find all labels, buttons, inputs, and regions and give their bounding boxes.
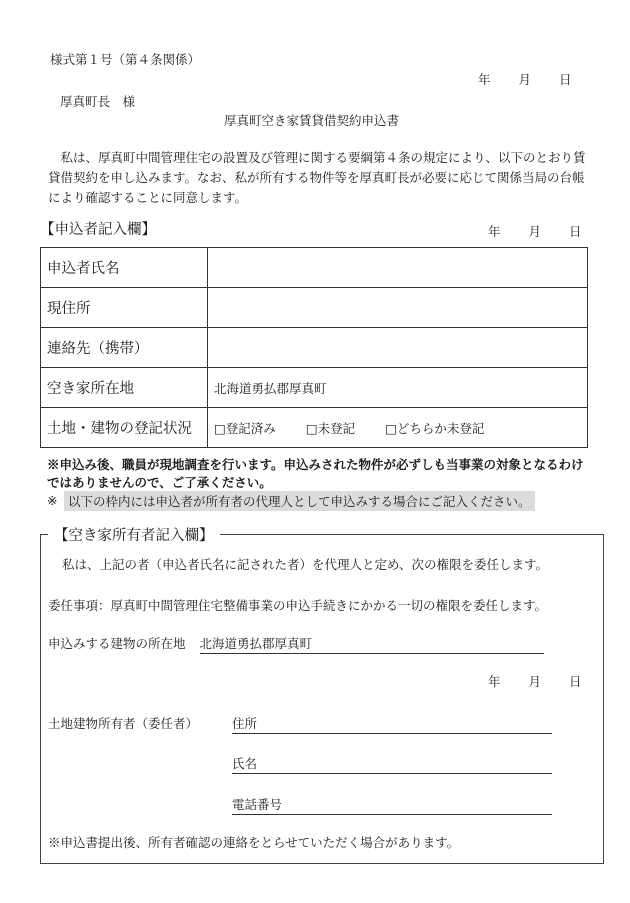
intro-paragraph: 私は、厚真町中間管理住宅の設置及び管理に関する要綱第４条の規定により、以下のとおり賃貸借契約を申し込みます。なお、私が所有する物件等を厚真町長が必要に応じて関係当局の台帳により確認することに同意します。	[48, 150, 586, 205]
note-mark: ※	[47, 493, 58, 508]
header-date	[478, 70, 572, 88]
applicant-name-field[interactable]	[208, 248, 588, 288]
delegation-statement: 私は、上記の者（申込者氏名に記された者）を代理人と定め、次の権限を委任します。	[62, 557, 549, 572]
table-row	[41, 288, 588, 328]
date-year: 年	[488, 674, 501, 689]
vacant-house-location-label: 空き家所在地	[41, 368, 208, 408]
owner-name-field[interactable]: 氏名	[232, 754, 552, 774]
building-location-label: 申込みする建物の所在地	[48, 636, 186, 651]
delegated-matters: 委任事項：厚真町中間管理住宅整備事業の申込手続きにかかる一切の権限を委任します。	[48, 598, 548, 613]
applicant-section-heading: 【申込者記入欄】	[40, 222, 156, 238]
date-day: 日	[569, 674, 582, 689]
owner-section-heading: 【空き家所有者記入欄】	[48, 524, 220, 545]
date-day: 日	[569, 224, 582, 239]
date-day: 日	[559, 72, 572, 87]
applicant-name-label: 申込者氏名	[41, 248, 208, 288]
applicant-table	[40, 247, 588, 448]
table-row	[41, 248, 588, 288]
building-location-row	[48, 634, 544, 654]
date-year: 年	[478, 72, 491, 87]
registration-status-label: 土地・建物の登記状況	[41, 408, 208, 448]
current-address-label: 現住所	[41, 288, 208, 328]
date-month: 月	[518, 72, 532, 87]
agent-instruction-note: 以下の枠内には申込者が所有者の代理人として申込みする場合にご記入ください。	[64, 491, 535, 511]
registration-status-field	[208, 408, 588, 448]
unregistered-checkbox[interactable]: □未登記	[305, 420, 356, 436]
owner-date	[488, 672, 582, 690]
building-location-field[interactable]: 北海道勇払郡厚真町	[200, 634, 544, 654]
registered-checkbox[interactable]: □登記済み	[214, 420, 276, 436]
vacant-house-location-field[interactable]: 北海道勇払郡厚真町	[208, 368, 588, 408]
partially-unregistered-checkbox[interactable]: □どちらか未登記	[385, 420, 485, 436]
date-year: 年	[488, 224, 501, 239]
owner-footnote: ※申込書提出後、所有者確認の連絡をとらせていただく場合があります。	[48, 835, 460, 850]
applicant-date	[488, 222, 582, 240]
date-month: 月	[528, 674, 542, 689]
contact-label: 連絡先（携帯）	[41, 328, 208, 368]
form-number: 様式第１号（第４条関係）	[50, 52, 201, 67]
addressee: 厚真町長 様	[60, 94, 136, 109]
table-row	[41, 328, 588, 368]
contact-field[interactable]	[208, 328, 588, 368]
owner-address-field[interactable]: 住所	[232, 714, 552, 734]
table-row	[41, 408, 588, 448]
page-title: 厚真町空き家賃貸借契約申込書	[224, 113, 400, 128]
owner-phone-field[interactable]: 電話番号	[232, 795, 552, 815]
site-survey-notice: ※申込み後、職員が現地調査を行います。申込みされた物件が必ずしも当事業の対象となるわけではありませんので、ご了承ください。	[47, 457, 584, 490]
date-month: 月	[528, 224, 542, 239]
property-owner-label: 土地建物所有者（委任者）	[48, 716, 199, 731]
table-row	[41, 368, 588, 408]
current-address-field[interactable]	[208, 288, 588, 328]
